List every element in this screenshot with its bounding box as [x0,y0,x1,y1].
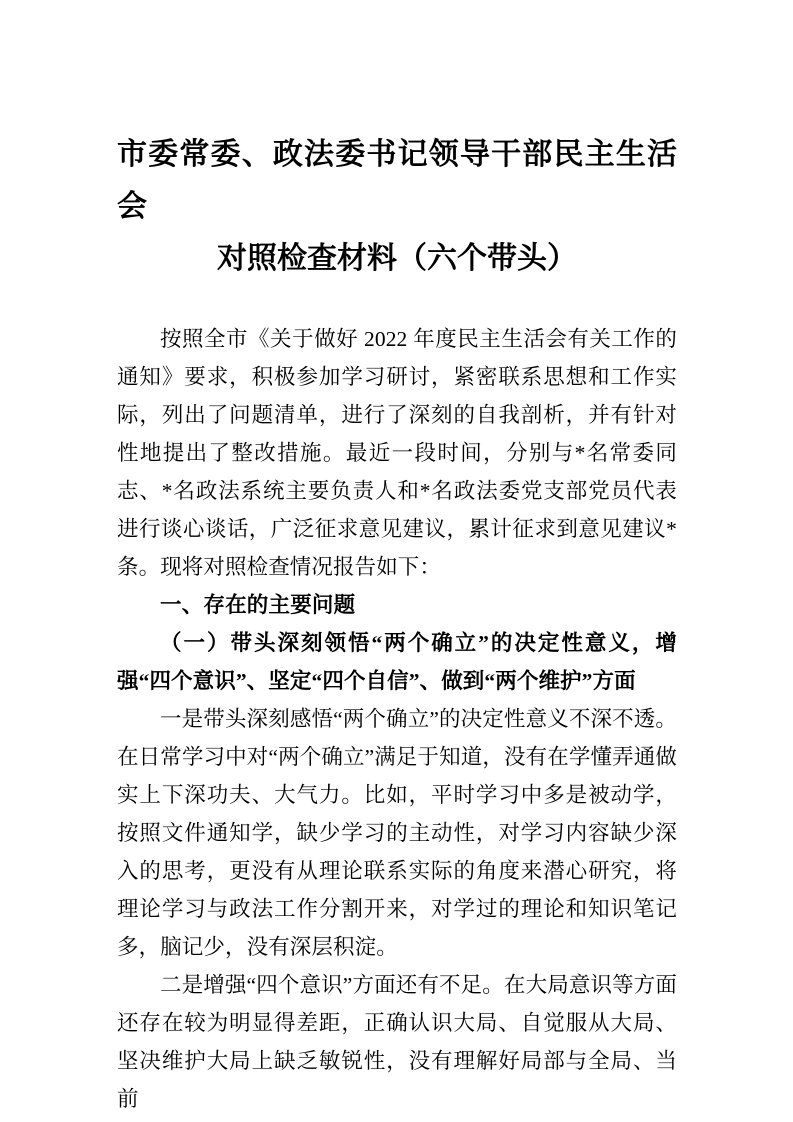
section-heading-main-problems: 一、存在的主要问题 [160,593,356,617]
subsection-heading-two-establishes: （一）带头深刻领悟“两个确立”的决定性意义，增强“四个意识”、坚定“四个自信”、做到“两个维护”方面 [117,631,677,693]
body-paragraph-point-one: 一是带头深刻感悟“两个确立”的决定性意义不深不透。在日常学习中对“两个确立”满足于知道，没有在学懂弄通做实上下深功夫、大气力。比如，平时学习中多是被动学，按照文件通知学，缺少学习的主动性，对学习内容缺少深入的思考，更没有从理论联系实际的角度来潜心研究，将理论学习与政法工作分割开来，对学过的理论和知识笔记多，脑记少，没有深层积淀。 [117,707,677,959]
document-title-line-1: 市委常委、政法委书记领导干部民主生活会 [117,138,677,223]
document-title [117,0,677,285]
document-title-line-2: 对照检查材料（六个带头） [217,242,577,275]
document-content-column [117,0,677,1118]
body-paragraph-point-two: 二是增强“四个意识”方面还有不足。在大局意识等方面还存在较为明显得差距，正确认识大局、自觉服从大局、坚决维护大局上缺乏敏锐性，没有理解好局部与全局、当前 [117,973,677,1111]
body-paragraph-intro: 按照全市《关于做好 2022 年度民主生活会有关工作的通知》要求，积极参加学习研讨，紧密联系思想和工作实际，列出了问题清单，进行了深刻的自我剖析，并有针对性地提出了整改措施。最近一段时间，分别与*名常委同志、*名政法系统主要负责人和*名政法委党支部党员代表进行谈心谈话，广泛征求意见建议，累计征求到意见建议*条。现将对照检查情况报告如下： [117,327,677,579]
